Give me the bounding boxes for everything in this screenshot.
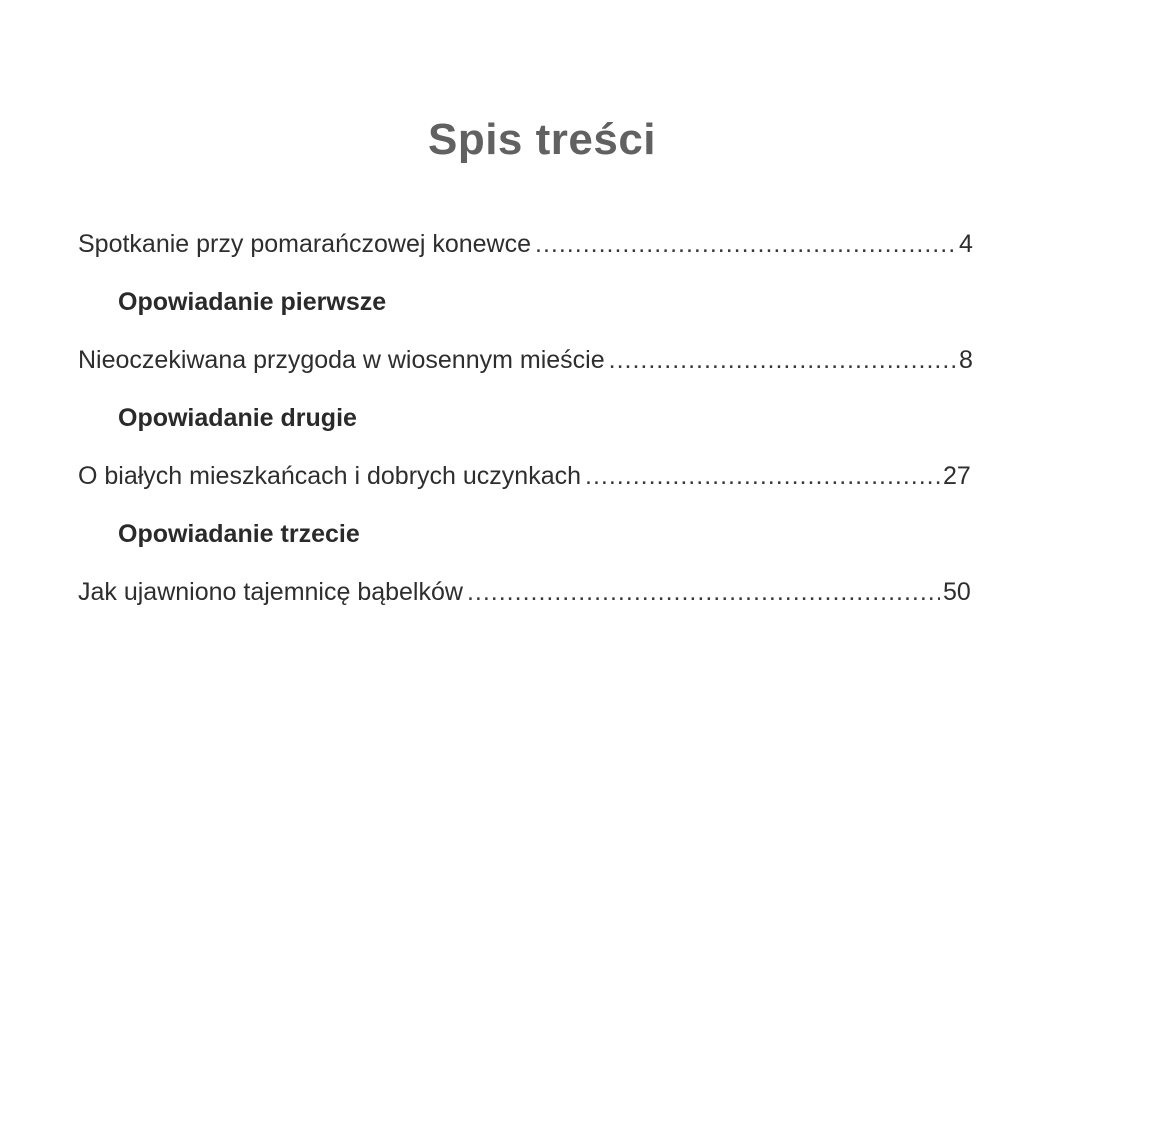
toc-entry-title: Nieoczekiwana przygoda w wiosennym mieście [78,346,605,374]
toc-section-label: Opowiadanie trzecie [118,520,360,548]
dot-leader [467,574,940,610]
toc-section-label: Opowiadanie pierwsze [118,288,387,316]
dot-leader [585,458,940,494]
page-title: Spis treści [427,115,657,164]
toc-entry-title: O białych mieszkańcach i dobrych uczynkach [78,462,582,490]
toc-entry [78,458,973,494]
table-of-contents [78,226,973,610]
toc-entry [78,342,973,378]
toc-entry-page-number: 50 [943,578,971,606]
toc-entry-page-number: 4 [959,230,973,258]
dot-leader [535,226,956,262]
toc-entry-page-number: 8 [959,346,973,374]
dot-leader [609,342,956,378]
toc-entry-title: Jak ujawniono tajemnicę bąbelków [78,578,463,606]
toc-section-label: Opowiadanie drugie [118,404,357,432]
toc-entry [78,226,973,262]
toc-entry [78,574,973,610]
toc-entry-page-number: 27 [943,462,971,490]
toc-entry-title: Spotkanie przy pomarańczowej konewce [78,230,532,258]
